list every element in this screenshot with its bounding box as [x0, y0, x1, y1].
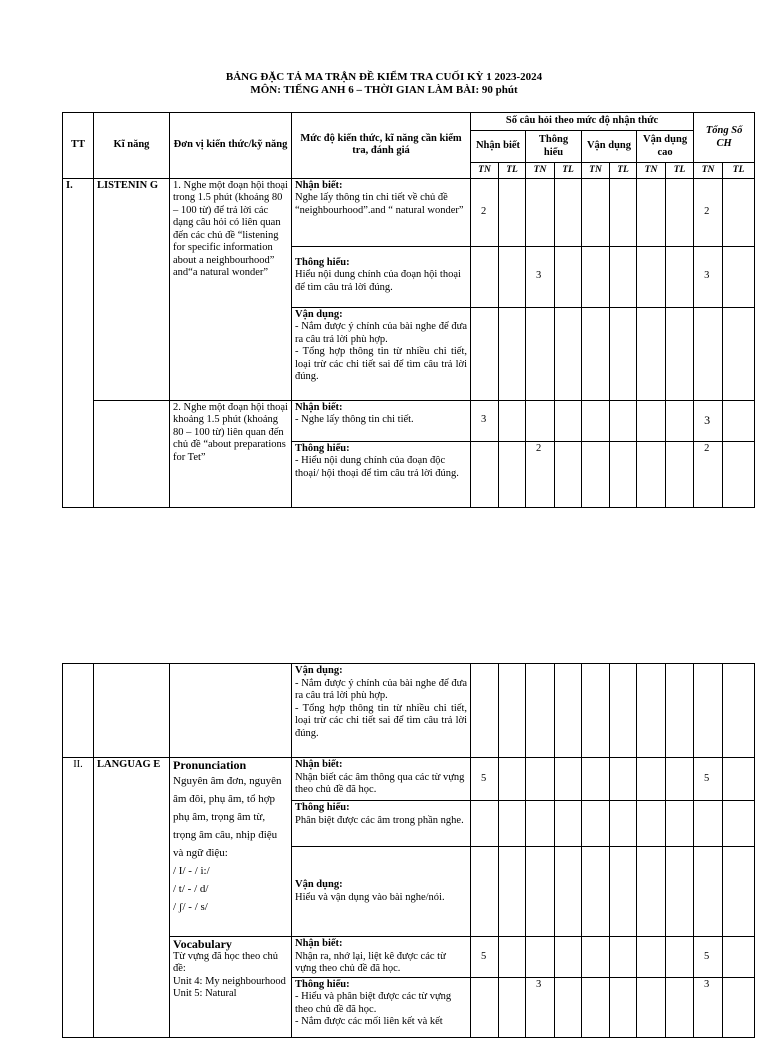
header-tn: TN	[694, 163, 723, 179]
count-cell: 2	[526, 441, 555, 507]
level-description: Vận dụng: Hiểu và vận dụng vào bài nghe/nói.	[292, 847, 471, 937]
level-description: Vận dụng: - Nắm được ý chính của bài nghe để đưa ra câu trả lời phù hợp. - Tổng hợp thông tin từ nhiều chi tiết, loại trừ các chi tiết sai để tìm câu trả lời đúng.	[292, 307, 471, 400]
level-description: Vận dụng: - Nắm được ý chính của bài nghe để đưa ra câu trả lời phù hợp. - Tổng hợp thông tin từ nhiều chi tiết, loại trừ các chi tiết sai để tìm câu trả lời đúng.	[292, 664, 471, 758]
header-van-dung-cao: Vận dụng cao	[637, 131, 694, 163]
count-cell: 3	[526, 977, 555, 1037]
knowledge-unit: 2. Nghe một đoạn hội thoại khoảng 1.5 phút (khoảng 80 – 100 từ) liên quan đến chủ đề “about preparations for Tet”	[170, 400, 292, 507]
header-van-dung: Vận dụng	[582, 131, 637, 163]
knowledge-unit: Vocabulary Từ vựng đã học theo chủ đề: Unit 4: My neighbourhood Unit 5: Natural	[170, 937, 292, 1038]
knowledge-unit: Pronunciation Nguyên âm đơn, nguyên âm đôi, phụ âm, tổ hợp phụ âm, trọng âm từ, trọng âm câu, nhịp điệu và ngữ điệu: / I/ - / i:/ / t/ - / d/ / ʃ/ - / s/	[170, 758, 292, 937]
page-title	[0, 71, 768, 97]
header-tl: TL	[610, 163, 637, 179]
total-cell: 3	[694, 400, 723, 441]
header-so-cau-hoi: Số câu hỏi theo mức độ nhận thức	[471, 113, 694, 131]
header-tl: TL	[499, 163, 526, 179]
header-tn: TN	[471, 163, 499, 179]
level-description: Nhận biết: - Nghe lấy thông tin chi tiết.	[292, 400, 471, 441]
header-tn: TN	[526, 163, 555, 179]
total-cell: 2	[694, 441, 723, 507]
skill-name: LANGUAG E	[94, 758, 170, 1038]
count-cell: 3	[526, 246, 555, 307]
header-tl: TL	[666, 163, 694, 179]
spec-matrix-table-1	[62, 112, 755, 508]
count-cell: 5	[471, 937, 499, 978]
level-description: Nhận biết: Nhận ra, nhớ lại, liệt kê được các từ vựng theo chủ đề đã học.	[292, 937, 471, 978]
table-row	[63, 758, 755, 801]
header-thong-hieu: Thông hiểu	[526, 131, 582, 163]
title-line-1: BẢNG ĐẶC TẢ MA TRẬN ĐỀ KIỂM TRA CUỐI KỲ 1 2023-2024	[225, 71, 543, 83]
header-ki-nang: Kĩ năng	[94, 113, 170, 179]
header-tl: TL	[555, 163, 582, 179]
row-tt: I.	[63, 178, 94, 507]
title-line-2: MÔN: TIẾNG ANH 6 – THỜI GIAN LÀM BÀI: 90 phút	[250, 84, 518, 96]
header-don-vi: Đơn vị kiến thức/kỹ năng	[170, 113, 292, 179]
knowledge-unit: 1. Nghe một đoạn hội thoại trong 1.5 phút (khoảng 80 – 100 từ) để trả lời các dạng câu hỏi có liên quan đến các chủ đề “listening for specific information about a neighbourhood” and“a natural wonder”	[170, 178, 292, 400]
row-tt: II.	[63, 758, 94, 1038]
table-row	[63, 400, 755, 441]
header-tn: TN	[582, 163, 610, 179]
count-cell: 5	[471, 758, 499, 801]
count-cell: 3	[471, 400, 499, 441]
level-description: Nhận biết: Nghe lấy thông tin chi tiết về chủ đề “neighbourhood”.and “ natural wonder”	[292, 178, 471, 246]
level-description: Thông hiểu: Hiểu nội dung chính của đoạn hội thoại để tìm câu trả lời đúng.	[292, 246, 471, 307]
table-row	[63, 178, 755, 246]
level-description: Thông hiểu: - Hiểu và phân biệt được các từ vựng theo chủ đề đã học. - Nắm được các mối liên kết và kết	[292, 977, 471, 1037]
level-description: Nhận biết: Nhận biết các âm thông qua các từ vựng theo chủ đề đã học.	[292, 758, 471, 801]
total-cell: 2	[694, 178, 723, 246]
spec-matrix-table-2	[62, 663, 755, 1038]
table-row	[63, 664, 755, 758]
level-description: Thông hiểu: Phân biệt được các âm trong phần nghe.	[292, 801, 471, 847]
header-tong-so: Tổng Số CH	[694, 113, 755, 163]
total-cell: 5	[694, 937, 723, 978]
header-nhan-biet: Nhận biết	[471, 131, 526, 163]
header-tn: TN	[637, 163, 666, 179]
header-muc-do: Mức độ kiến thức, kĩ năng cần kiểm tra, đánh giá	[292, 113, 471, 179]
count-cell: 2	[471, 178, 499, 246]
skill-name: LISTENIN G	[94, 178, 170, 400]
total-cell: 3	[694, 246, 723, 307]
total-cell: 5	[694, 758, 723, 801]
level-description: Thông hiểu: - Hiểu nội dung chính của đoạn độc thoại/ hội thoại để tìm câu trả lời đúng.	[292, 441, 471, 507]
header-tl: TL	[723, 163, 755, 179]
header-tt: TT	[63, 113, 94, 179]
total-cell: 3	[694, 977, 723, 1037]
